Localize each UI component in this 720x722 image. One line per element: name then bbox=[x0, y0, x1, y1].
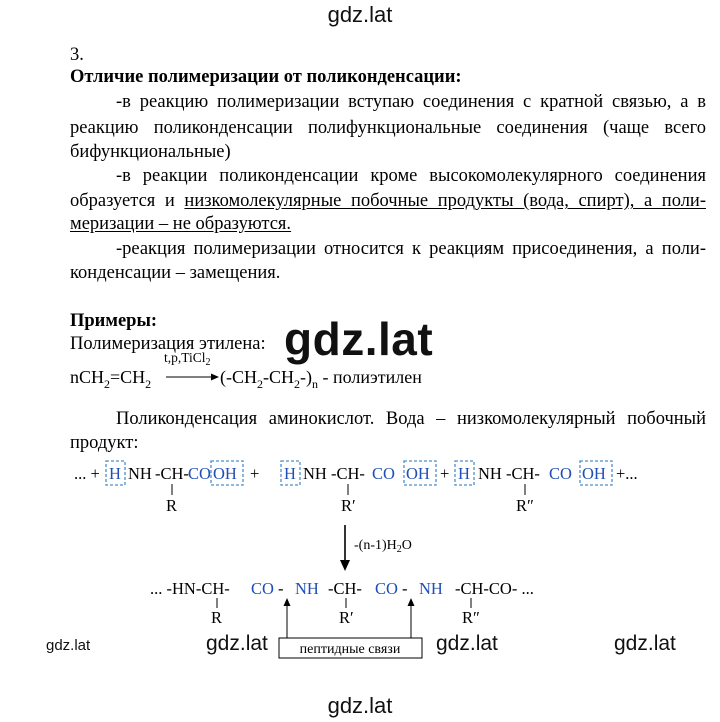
task-number: 3. bbox=[70, 45, 84, 65]
amino-h-3: H bbox=[458, 464, 470, 483]
ethylene-intro: Полимеризация этилена: bbox=[70, 334, 266, 354]
paragraph1-line3: бифункциональные) bbox=[70, 142, 231, 162]
watermark-bottom-3: gdz.lat bbox=[614, 632, 676, 655]
peptide-radical-r-double-prime: R″ bbox=[462, 608, 480, 627]
radical-r-prime: R′ bbox=[341, 496, 356, 515]
amino-oh-2: OH bbox=[406, 464, 430, 483]
scheme-ellipsis-left: ... + bbox=[74, 464, 100, 483]
section-heading: Отличие полимеризации от поликонденсации: bbox=[70, 67, 462, 87]
paragraph3-line2: конденсации – замещения. bbox=[70, 263, 281, 283]
ethylene-reactant: $nCH_2=CH_2$ bbox=[70, 367, 152, 391]
peptide-start: ... -HN-CH- bbox=[150, 579, 230, 598]
vertical-arrow-head bbox=[340, 560, 350, 571]
amino-h-1: H bbox=[109, 464, 121, 483]
amino-co-1: CO bbox=[188, 464, 211, 483]
peptide-end: -CH-CO- ... bbox=[455, 579, 534, 598]
paragraph2-line3: меризации – не образуются. bbox=[70, 214, 292, 234]
reaction-conditions: t,p,TiCl$_2$ bbox=[164, 350, 211, 368]
amino-intro-line1: Поликонденсация аминокислот. Вода – низкомолекулярный побочный bbox=[116, 409, 706, 429]
plus-1: + bbox=[250, 464, 260, 483]
amino-h-2: H bbox=[284, 464, 296, 483]
peptide-nh-2: NH bbox=[419, 579, 443, 598]
amino-ch-2: -CH- bbox=[331, 464, 365, 483]
paragraph3-line1: -реакция полимеризации относится к реакциям присоединения, а поли- bbox=[116, 239, 706, 259]
amino-nh-1: NH bbox=[128, 464, 152, 483]
watermark-bottom-1: gdz.lat bbox=[206, 632, 268, 655]
peptide-radical-r-prime: R′ bbox=[339, 608, 354, 627]
peptide-dash-1: - bbox=[278, 579, 284, 598]
watermark-small-left: gdz.lat bbox=[46, 637, 91, 654]
amino-oh-1: OH bbox=[213, 464, 237, 483]
peptide-co-1: CO bbox=[251, 579, 274, 598]
peptide-ch-1: -CH- bbox=[328, 579, 362, 598]
radical-r: R bbox=[166, 496, 178, 515]
amino-co-3: CO bbox=[549, 464, 572, 483]
watermark-bottom-2: gdz.lat bbox=[436, 632, 498, 655]
amino-nh-2: NH bbox=[303, 464, 327, 483]
watermark-bottom-center: gdz.lat bbox=[327, 693, 393, 718]
amino-co-2: CO bbox=[372, 464, 395, 483]
examples-heading: Примеры: bbox=[70, 311, 158, 331]
paragraph2-line2-underlined: низкомолекулярные побочные продукты (вода, спирт), а поли- bbox=[184, 191, 706, 211]
peptide-dash-2: - bbox=[402, 579, 408, 598]
water-elimination-label: $-(n-1)H_2O$ bbox=[354, 538, 412, 555]
plus-2: + bbox=[440, 464, 450, 483]
paragraph1-line2: реакцию поликонденсации полифункциональные соединения (чаще всего bbox=[70, 118, 706, 138]
watermark-top: gdz.lat bbox=[327, 2, 393, 27]
amino-ch-3: -CH- bbox=[506, 464, 540, 483]
paragraph2-line2-plain: образуется и bbox=[70, 191, 185, 211]
amino-oh-3: OH bbox=[582, 464, 606, 483]
watermark-center: gdz.lat bbox=[284, 313, 434, 365]
amino-nh-3: NH bbox=[478, 464, 502, 483]
peptide-co-2: CO bbox=[375, 579, 398, 598]
radical-r-double-prime: R″ bbox=[516, 496, 534, 515]
peptide-pointer-1-head bbox=[284, 598, 291, 606]
peptide-bonds-label: пептидные связи bbox=[299, 642, 401, 657]
amino-intro-line2: продукт: bbox=[70, 433, 139, 453]
scheme-ellipsis-right: +... bbox=[616, 464, 638, 483]
peptide-radical-r: R bbox=[211, 608, 223, 627]
paragraph2-line1: -в реакции поликонденсации кроме высокомолекулярного соединения bbox=[116, 166, 706, 186]
reaction-arrow-head bbox=[211, 374, 219, 381]
paragraph1-line1: -в реакцию полимеризации вступаю соединения с кратной связью, а в bbox=[116, 92, 706, 112]
amino-ch-1: -CH- bbox=[155, 464, 189, 483]
peptide-nh-1: NH bbox=[295, 579, 319, 598]
peptide-pointer-2-head bbox=[408, 598, 415, 606]
ethylene-product: $(-CH_2-CH_2-)_n$ - полиэтилен bbox=[220, 367, 422, 391]
